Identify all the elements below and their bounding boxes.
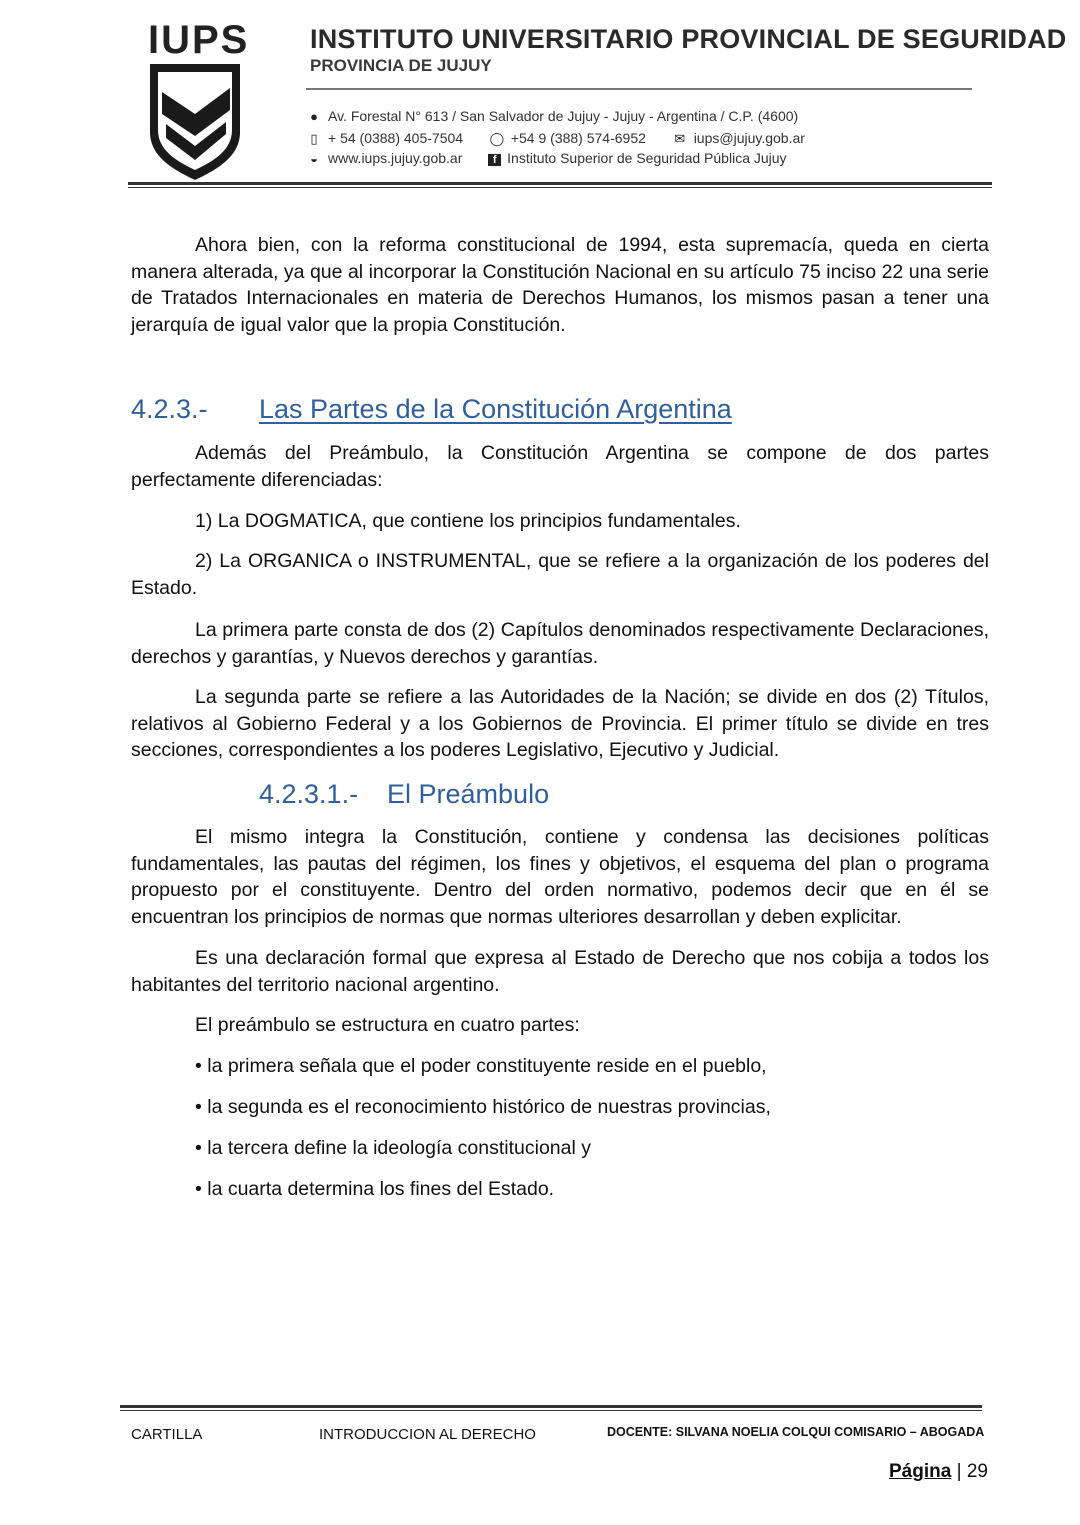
list-item: • la cuarta determina los fines del Estado. <box>195 1178 555 1200</box>
footer-divider <box>120 1405 982 1408</box>
header-divider-thin <box>128 187 992 188</box>
section-title: Las Partes de la Constitución Argentina <box>259 394 732 424</box>
address-text: Av. Forestal N° 613 / San Salvador de Jujuy - Jujuy - Argentina / C.P. (4600) <box>328 108 799 124</box>
paragraph-mismo: El mismo integra la Constitución, contiene y condensa las decisiones políticas fundamentales, las pautas del régimen, los fines y objetivos, el esquema del plan o programa propuesto por el constituyente. Dentro del orden normativo, podemos decir que en él se encuentran los principios de normas que normas ulteriores desarrollan y deben explicitar. <box>131 826 989 928</box>
page-label: Página <box>889 1461 952 1482</box>
address-row <box>306 108 798 124</box>
paragraph-intro: Ahora bien, con la reforma constitucional de 1994, esta supremacía, queda en cierta manera alterada, ya que al incorporar la Constitución Nacional en su artículo 75 inciso 22 una serie de Tratados Internacionales en materia de Derechos Humanos, los mismos pasan a tener una jerarquía de igual valor que la propia Constitución. <box>131 234 989 336</box>
paragraph-partes: Además del Preámbulo, la Constitución Argentina se compone de dos partes perfectamente diferenciadas: <box>131 442 989 491</box>
footer-left: CARTILLA <box>131 1426 203 1443</box>
subsection-title: El Preámbulo <box>387 779 550 809</box>
header-divider <box>128 182 992 185</box>
paragraph-segunda: La segunda parte se refiere a las Autoridades de la Nación; se divide en dos (2) Títulos, relativos al Gobierno Federal y a los Gobiernos de Provincia. El primer título se divide en tres secciones, correspondientes a los poderes Legislativo, Ejecutivo y Judicial. <box>131 686 989 761</box>
logo-text: IUPS <box>148 18 250 62</box>
website-text[interactable]: www.iups.jujuy.gob.ar <box>328 150 463 166</box>
phone-icon: ▯ <box>310 131 318 146</box>
facebook-text[interactable]: Instituto Superior de Seguridad Pública Jujuy <box>507 150 787 166</box>
list-item: • la segunda es el reconocimiento histórico de nuestras provincias, <box>195 1096 771 1118</box>
paragraph-declaracion: Es una declaración formal que expresa al Estado de Derecho que nos cobija a todos los habitantes del territorio nacional argentino. <box>131 947 989 996</box>
header-rule <box>306 88 972 90</box>
page-number-value: 29 <box>966 1461 988 1482</box>
footer-center: INTRODUCCION AL DERECHO <box>319 1426 536 1443</box>
globe-icon: ◒ <box>310 151 318 166</box>
subsection-number: 4.2.3.1.- <box>259 779 359 809</box>
page-separator: | <box>956 1461 962 1482</box>
paragraph-primera: La primera parte consta de dos (2) Capítulos denominados respectivamente Declaraciones, derechos y garantías, y Nuevos derechos y garantías. <box>131 619 989 668</box>
facebook-icon: f <box>488 154 501 166</box>
subsection-heading <box>259 779 549 810</box>
footer-right: DOCENTE: SILVANA NOELIA COLQUI COMISARIO – ABOGADA <box>607 1425 985 1439</box>
footer-divider-thin <box>120 1410 982 1411</box>
section-number: 4.2.3.- <box>131 394 208 424</box>
parte-1: 1) La DOGMATICA, que contiene los principios fundamentales. <box>195 510 741 532</box>
page-number <box>889 1461 988 1483</box>
email-text[interactable]: iups@jujuy.gob.ar <box>693 130 805 146</box>
whatsapp-icon: ◯ <box>489 131 505 146</box>
province-subtitle: PROVINCIA DE JUJUY <box>310 56 492 75</box>
parte-2: 2) La ORGANICA o INSTRUMENTAL, que se refiere a la organización de los poderes del Estado. <box>131 550 989 599</box>
shield-logo-icon <box>146 62 244 182</box>
web-row <box>306 150 787 166</box>
email-icon: ✉ <box>674 131 686 146</box>
phone-row <box>306 130 805 147</box>
section-heading <box>131 394 732 425</box>
list-item: • la primera señala que el poder constituyente reside en el pueblo, <box>195 1055 767 1077</box>
whatsapp-text: +54 9 (388) 574-6952 <box>510 130 646 146</box>
list-item: • la tercera define la ideología constitucional y <box>195 1137 591 1159</box>
phone-text: + 54 (0388) 405-7504 <box>328 130 464 146</box>
location-pin-icon: ● <box>310 109 318 124</box>
paragraph-estructura: El preámbulo se estructura en cuatro partes: <box>195 1014 580 1036</box>
institution-title: INSTITUTO UNIVERSITARIO PROVINCIAL DE SEGURIDAD <box>310 24 1067 54</box>
